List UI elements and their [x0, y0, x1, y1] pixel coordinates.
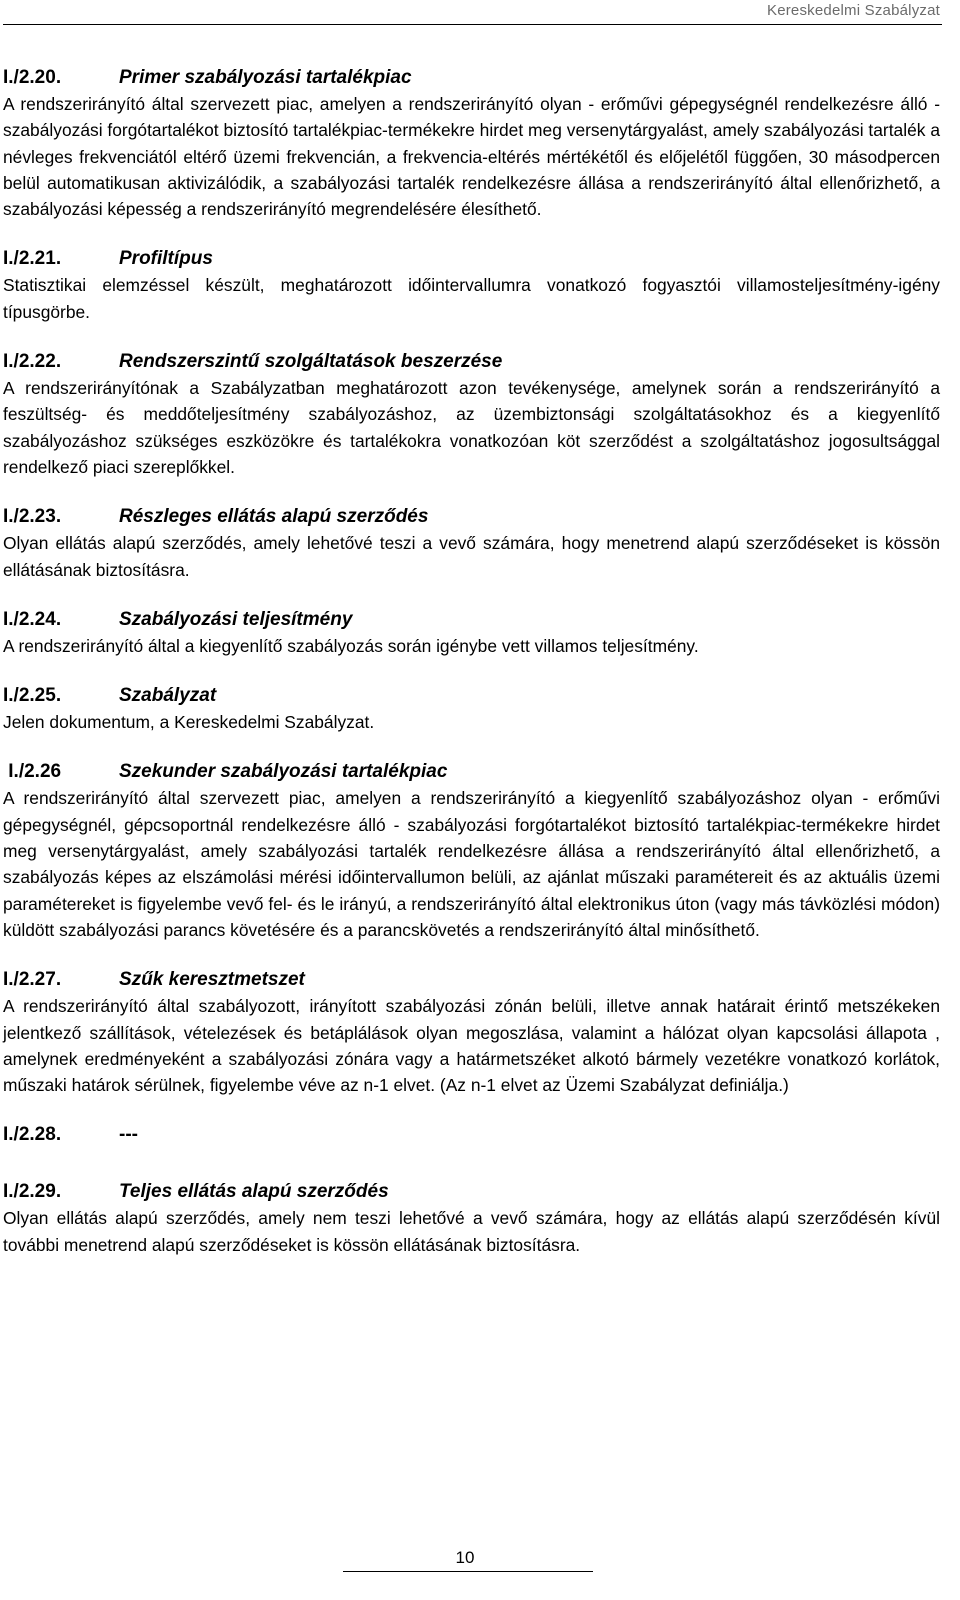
definition-heading [3, 505, 940, 529]
definition-text: A rendszerirányító által szervezett piac, amelyen a rendszerirányító olyan - erőművi gépegységnél rendelkezésre álló - szabályozási forgótartalékot biztosító tartalékpiac-termékekre hirdet meg versenytárgyalást, amely szabályozási tartalék a névleges frekvenciától eltérő üzemi frekvencián, a frekvencia-eltérés mértékétől és előjelétől függően, 30 másodpercen belül automatikusan aktivizálódik, a szabályozási tartalék rendelkezésre állása a rendszerirányító által ellenőrizhető, a szabályozási képesség a rendszerirányító megrendelésére élesíthető. [3, 94, 940, 220]
definition-heading [3, 66, 940, 90]
definition-entry [3, 505, 940, 583]
definition-number: I./2.26 [3, 761, 62, 783]
definition-title: Szűk keresztmetszet [119, 969, 305, 991]
definition-heading [3, 1180, 940, 1204]
definition-text: Jelen dokumentum, a Kereskedelmi Szabályzat. [3, 712, 375, 733]
definition-title: --- [119, 1124, 138, 1146]
definition-entry [3, 684, 940, 735]
definition-number: I./2.25. [3, 685, 62, 707]
definition-heading [3, 760, 940, 784]
definition-number: I./2.22. [3, 351, 62, 373]
definition-entry [3, 350, 940, 480]
header-rule [3, 24, 942, 25]
definition-heading [3, 608, 940, 632]
definition-number: I./2.24. [3, 608, 62, 630]
definition-title: Teljes ellátás alapú szerződés [119, 1181, 389, 1203]
definition-text: A rendszerirányító által szervezett piac, amelyen a rendszerirányító a kiegyenlítő szabályozáshoz olyan - erőművi gépegységnél, gépcsoportnál rendelkezésre álló - szabályozási forgótartalékot biztosító tartalékpiac-termékekre hirdet meg versenytárgyalást, amely szabályozási tartalék rendelkezésre állása a rendszerirányító által ellenőrizhető, a szabályozás képes az elszámolási mérési időintervallumon belüli, az ajánlat műszaki paramétereit és az aktuális üzemi paramétereket is figyelembe vevő fel- és le irányú, a rendszerirányító által elektronikus úton (vagy más távközlési módon) küldött szabályozási parancs követésére és a parancskövetés a rendszerirányító által minősíthető. [3, 788, 940, 940]
definition-title: Szabályozási teljesítmény [119, 608, 353, 630]
definition-text: Olyan ellátás alapú szerződés, amely nem teszi lehetővé a vevő számára, hogy az ellátás alapú szerződésén kívül további menetrend alapú szerződéseket is kössön ellátásának biztosításra. [3, 1208, 940, 1255]
definition-title: Rendszerszintű szolgáltatások beszerzése [119, 351, 503, 373]
definition-entry [3, 247, 940, 325]
definition-entry [3, 760, 940, 943]
definition-heading [3, 350, 940, 374]
definition-title: Profiltípus [119, 248, 213, 270]
definition-text: Statisztikai elemzéssel készült, meghatározott időintervallumra vonatkozó fogyasztói villamosteljesítmény-igény típusgörbe. [3, 275, 940, 322]
definition-heading [3, 247, 940, 271]
definition-entry [3, 608, 940, 659]
definition-title: Szabályzat [119, 685, 217, 707]
definition-title: Részleges ellátás alapú szerződés [119, 506, 429, 528]
definition-number: I./2.20. [3, 67, 62, 88]
definition-title: Szekunder szabályozási tartalékpiac [119, 761, 448, 783]
definition-text: A rendszerirányítónak a Szabályzatban meghatározott azon tevékenysége, amelynek során a rendszerirányító a feszültség- és meddőteljesítmény szabályozáshoz, az üzembiztonsági szolgáltatásokhoz és a kiegyenlítő szabályozáshoz szükséges eszközökre és tartalékokra vonatkozóan köt szerződést a szolgáltatáshoz jogosultsággal rendelkező piaci szereplőkkel. [3, 378, 940, 477]
footer-rule [343, 1571, 593, 1572]
definition-entry [3, 1180, 940, 1258]
definition-heading [3, 684, 940, 708]
definition-number: I./2.23. [3, 506, 62, 528]
definition-number: I./2.28. [3, 1124, 62, 1146]
definition-text: A rendszerirányító által a kiegyenlítő szabályozás során igénybe vett villamos teljesítmény. [3, 635, 699, 656]
definition-text: A rendszerirányító által szabályozott, irányított szabályozási zónán belüli, illetve annak határait érintő metszékeken jelentkező szállítások, vételezések és betáplálások olyan megoszlása, valamint a hálózat olyan kapcsolási állapota , amelynek eredményeként a szabályozási zónára vagy a határmetszéket alkotó bármely vezetékre vonatkozó korlátok, műszaki határok sérülnek, figyelembe véve az n-1 elvet. (Az n-1 elvet az Üzemi Szabályzat definiálja.) [3, 996, 940, 1096]
definition-title: Primer szabályozási tartalékpiac [119, 67, 412, 88]
running-header: Kereskedelmi Szabályzat [766, 2, 940, 19]
definition-number: I./2.29. [3, 1181, 62, 1203]
definition-text: Olyan ellátás alapú szerződés, amely lehetővé teszi a vevő számára, hogy menetrend alapú szerződéseket is kössön ellátásának biztosításra. [3, 533, 940, 580]
definition-entry [3, 1123, 940, 1147]
definition-number: I./2.21. [3, 248, 62, 270]
definition-heading [3, 1123, 940, 1147]
definition-heading [3, 968, 940, 992]
document-body [3, 66, 940, 1283]
definition-entry [3, 66, 940, 222]
definition-entry [3, 968, 940, 1098]
page-number: 10 [455, 1548, 475, 1567]
definition-number: I./2.27. [3, 969, 62, 991]
